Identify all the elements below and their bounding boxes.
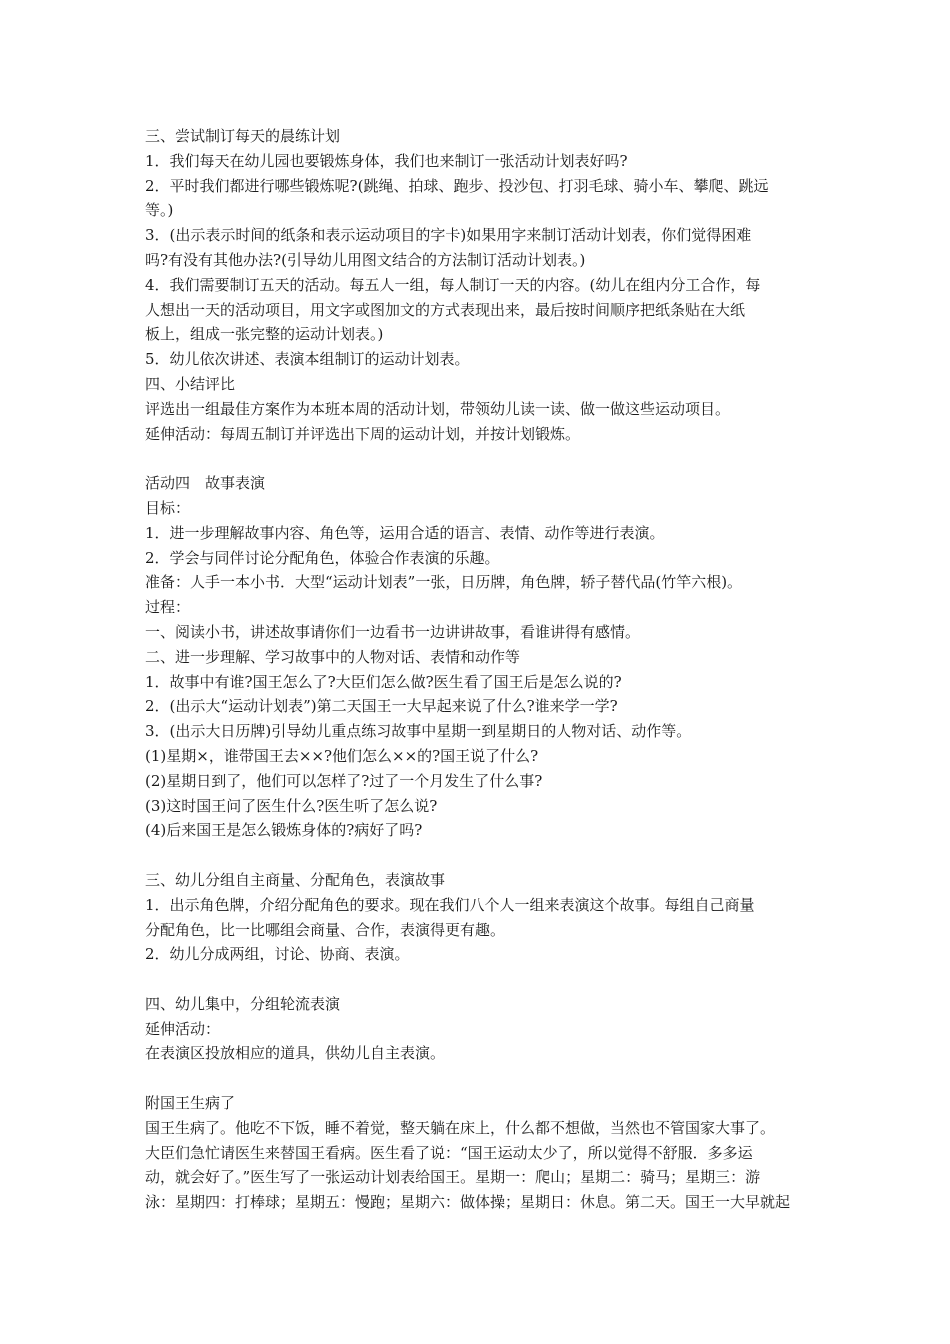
preparation-line: 准备：人手一本小书．大型“运动计划表”一张，日历牌，角色牌，轿子替代品(竹竿六根)。: [145, 573, 743, 592]
paragraph-line: 5．幼儿依次讲述、表演本组制订的运动计划表。: [145, 350, 470, 369]
paragraph-line: 人想出一天的活动项目，用文字或图加文的方式表现出来，最后按时间顺序把纸条贴在大纸: [145, 300, 746, 319]
paragraph-line: 板上，组成一张完整的运动计划表。): [145, 325, 384, 344]
activity-title: 活动四 故事表演: [145, 474, 266, 493]
section-heading: 四、幼儿集中，分组轮流表演: [145, 994, 341, 1013]
document-page: [145, 124, 813, 1215]
paragraph-line: 2．(出示大“运动计划表”)第二天国王一大早起来说了什么?谁来学一学?: [145, 697, 618, 716]
story-title: 附国王生病了: [145, 1094, 236, 1113]
paragraph-line: 分配角色，比一比哪组会商量、合作，表演得更有趣。: [145, 920, 506, 939]
story-line: 国王生病了。他吃不下饭，睡不着觉，整天躺在床上，什么都不想做，当然也不管国家大事了。: [145, 1118, 776, 1137]
paragraph-line: 2．幼儿分成两组，讨论、协商、表演。: [145, 945, 410, 964]
extension-label: 延伸活动：: [145, 1019, 221, 1038]
paragraph-line: 评选出一组最佳方案作为本班本周的活动计划，带领幼儿读一读、做一做这些运动项目。: [145, 399, 731, 418]
blank-line: [145, 843, 813, 868]
section-heading: 四、小结评比: [145, 374, 236, 393]
paragraph-line: 1．出示角色牌，介绍分配角色的要求。现在我们八个人一组来表演这个故事。每组自己商量: [145, 895, 755, 914]
paragraph-line: 吗?有没有其他办法?(引导幼儿用图文结合的方法制订活动计划表。): [145, 250, 586, 269]
goal-label: 目标：: [145, 498, 191, 517]
paragraph-line: 在表演区投放相应的道具，供幼儿自主表演。: [145, 1044, 446, 1063]
section-heading: 三、尝试制订每天的晨练计划: [145, 127, 341, 145]
blank-line: [145, 1066, 813, 1091]
story-line: 动，就会好了。”医生写了一张运动计划表给国王。星期一：爬山；星期二：骑马；星期三：游: [145, 1168, 761, 1187]
paragraph-line: 一、阅读小书，讲述故事请你们一边看书一边讲讲故事，看谁讲得有感情。: [145, 622, 641, 641]
paragraph-line: 3．(出示表示时间的纸条和表示运动项目的字卡)如果用字来制订活动计划表，你们觉得困难: [145, 226, 752, 245]
question-line: (3)这时国王问了医生什么?医生听了怎么说?: [145, 796, 438, 815]
section-heading: 二、进一步理解、学习故事中的人物对话、表情和动作等: [145, 647, 521, 666]
blank-line: [145, 446, 813, 471]
section-heading: 三、幼儿分组自主商量、分配角色，表演故事: [145, 870, 446, 889]
process-label: 过程：: [145, 598, 191, 617]
question-line: (4)后来国王是怎么锻炼身体的?病好了吗?: [145, 821, 423, 840]
paragraph-line: 1．我们每天在幼儿园也要锻炼身体，我们也来制订一张活动计划表好吗?: [145, 151, 628, 170]
paragraph-line: 等。): [145, 201, 174, 220]
paragraph-line: 1．进一步理解故事内容、角色等，运用合适的语言、表情、动作等进行表演。: [145, 523, 665, 542]
story-line: 大臣们急忙请医生来替国王看病。医生看了说：“国王运动太少了，所以觉得不舒服．多多运: [145, 1143, 753, 1162]
paragraph-line: 2．学会与同伴讨论分配角色，体验合作表演的乐趣。: [145, 548, 500, 567]
blank-line: [145, 967, 813, 992]
paragraph-line: 2．平时我们都进行哪些锻炼呢?(跳绳、拍球、跑步、投沙包、打羽毛球、骑小车、攀爬、跳远: [145, 176, 769, 195]
paragraph-line: 4．我们需要制订五天的活动。每五人一组，每人制订一天的内容。(幼儿在组内分工合作，每: [145, 275, 761, 294]
question-line: (1)星期×，谁带国王去××?他们怎么××的?国王说了什么?: [145, 746, 539, 765]
paragraph-line: 延伸活动：每周五制订并评选出下周的运动计划，并按计划锻炼。: [145, 424, 581, 443]
paragraph-line: 1．故事中有谁?国王怎么了?大臣们怎么做?医生看了国王后是怎么说的?: [145, 672, 622, 691]
paragraph-line: 3．(出示大日历牌)引导幼儿重点练习故事中星期一到星期日的人物对话、动作等。: [145, 722, 692, 741]
story-line: 泳：星期四：打棒球；星期五：慢跑；星期六：做体操；星期日：休息。第二天。国王一大早就起: [145, 1193, 791, 1212]
question-line: (2)星期日到了，他们可以怎样了?过了一个月发生了什么事?: [145, 771, 543, 790]
